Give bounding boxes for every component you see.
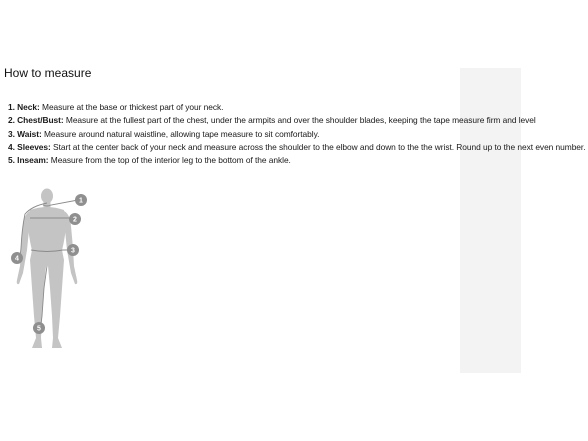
marker-4 bbox=[11, 252, 23, 264]
item-number: 4. bbox=[8, 141, 15, 152]
list-item-inseam bbox=[8, 154, 585, 167]
item-text: Measure from the top of the interior leg to the bottom of the ankle. bbox=[48, 155, 291, 166]
item-term: Chest/Bust: bbox=[17, 115, 64, 126]
item-number: 2. bbox=[8, 115, 15, 126]
marker-label: 5 bbox=[37, 325, 41, 333]
item-number: 5. bbox=[8, 155, 15, 166]
item-term: Waist: bbox=[17, 128, 42, 139]
item-term: Inseam: bbox=[17, 155, 49, 166]
marker-label: 3 bbox=[71, 247, 75, 255]
list-item-neck bbox=[8, 101, 585, 114]
list-item-chest bbox=[8, 114, 585, 127]
body-measurement-figure bbox=[0, 188, 110, 358]
marker-2 bbox=[69, 213, 81, 225]
item-text: Measure at the base or thickest part of your neck. bbox=[39, 102, 224, 112]
item-text: Measure at the fullest part of the chest, under the armpits and over the shoulder blades, keeping the tape measure firm and level bbox=[63, 115, 536, 126]
item-number: 3. bbox=[8, 128, 15, 139]
item-text: Measure around natural waistline, allowing tape measure to sit comfortably. bbox=[41, 128, 320, 139]
marker-label: 1 bbox=[79, 197, 83, 205]
page-title: How to measure bbox=[4, 66, 92, 80]
item-text: Start at the center back of your neck and measure across the shoulder to the elbow and down to the the wrist. Round up to the next even number. bbox=[50, 141, 586, 152]
item-number: 1. bbox=[8, 102, 15, 112]
list-item-sleeves bbox=[8, 141, 585, 154]
marker-1 bbox=[75, 194, 87, 206]
item-term: Neck: bbox=[17, 102, 40, 112]
marker-label: 4 bbox=[15, 255, 19, 263]
marker-3 bbox=[67, 244, 79, 256]
measure-instructions-list bbox=[8, 101, 585, 167]
marker-5 bbox=[33, 322, 45, 334]
item-term: Sleeves: bbox=[17, 141, 51, 152]
list-item-waist bbox=[8, 128, 585, 141]
marker-label: 2 bbox=[73, 216, 77, 224]
